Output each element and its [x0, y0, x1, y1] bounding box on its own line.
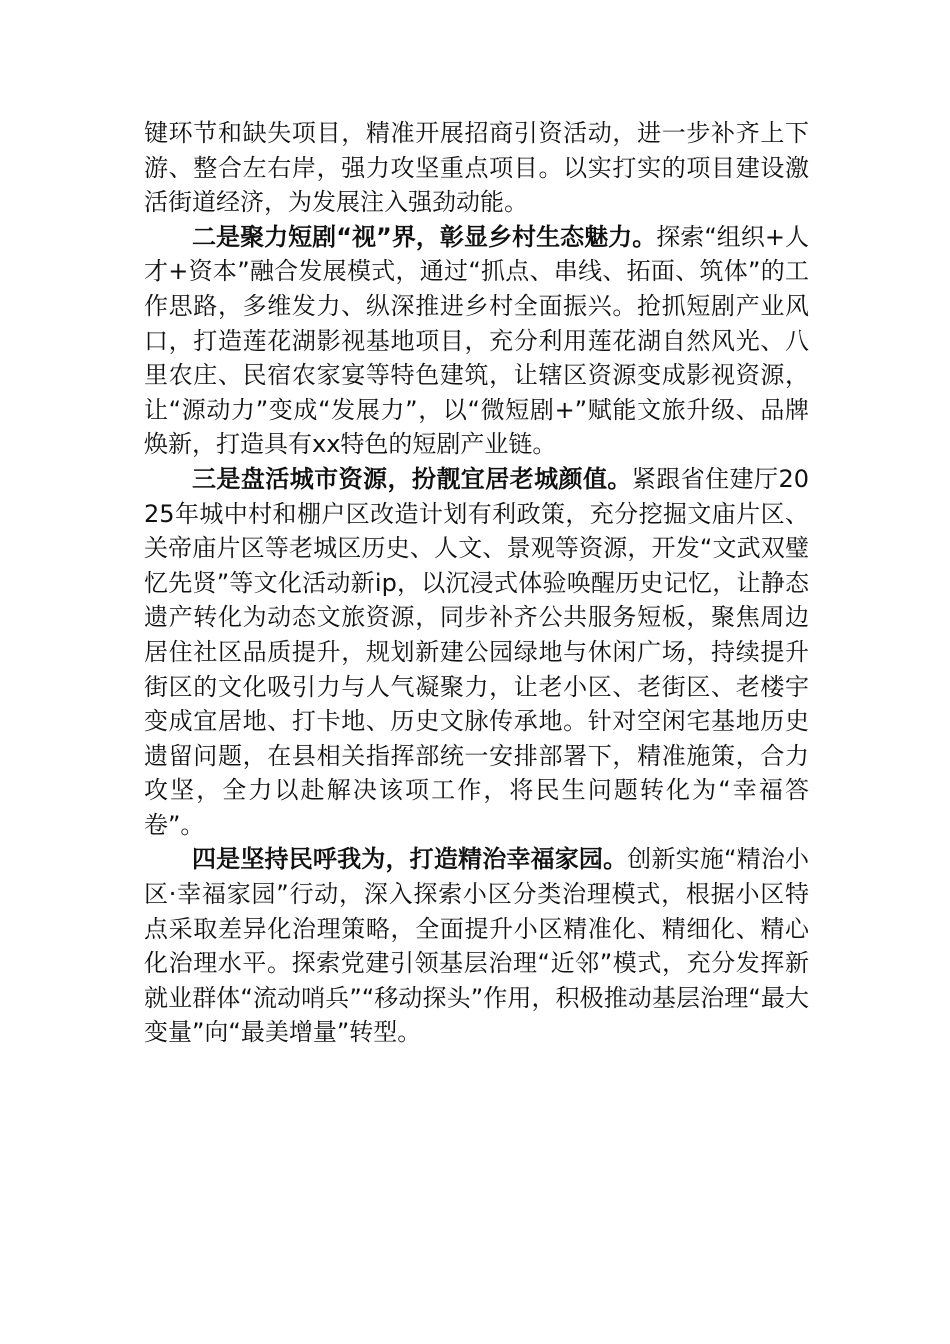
document-body [144, 116, 809, 1050]
paragraph-lead: 四是坚持民呼我为，打造精治幸福家园。 [192, 845, 628, 874]
paragraph-city-resources [144, 462, 809, 843]
paragraph-lead: 二是聚力短剧“视”界，彰显乡村生态魅力。 [192, 222, 657, 251]
paragraph-short-drama [144, 220, 809, 462]
paragraph-text: 探索“组织+人才+资本”融合发展模式，通过“抓点、串线、拓面、筑体”的工作思路，多维发力、纵深推进乡村全面振兴。抢抓短剧产业风口，打造莲花湖影视基地项目，充分利用莲花湖自然风光、八里农庄、民宿农家宴等特色建筑，让辖区资源变成影视资源，让“源动力”变成“发展力”，以“微短剧+”赋能文旅升级、品牌焕新，打造具有xx特色的短剧产业链。 [144, 222, 810, 459]
paragraph-text: 紧跟省住建厅2025年城中村和棚户区改造计划有利政策，充分挖掘文庙片区、关帝庙片区等老城区历史、人文、景观等资源，开发“文武双璧忆先贤”等文化活动新ip，以沉浸式体验唤醒历史记忆，让静态遗产转化为动态文旅资源，同步补齐公共服务短板，聚焦周边居住社区品质提升，规划新建公园绿地与休闲广场，持续提升街区的文化吸引力与人气凝聚力，让老小区、老街区、老楼宇变成宜居地、打卡地、历史文脉传承地。针对空闲宅基地历史遗留问题，在县相关指挥部统一安排部署下，精准施策，合力攻坚，全力以赴解决该项工作，将民生问题转化为“幸福答卷”。 [144, 464, 809, 839]
paragraph-text: 创新实施“精治小区·幸福家园”行动，深入探索小区分类治理模式，根据小区特点采取差异化治理策略，全面提升小区精准化、精细化、精心化治理水平。探索党建引领基层治理“近邻”模式，充分发挥新就业群体“流动哨兵”“移动探头”作用，积极推动基层治理“最大变量”向“最美增量”转型。 [144, 845, 810, 1047]
paragraph-continuation [144, 116, 809, 220]
paragraph-text: 键环节和缺失项目，精准开展招商引资活动，进一步补齐上下游、整合左右岸，强力攻坚重点项目。以实打实的项目建设激活街道经济，为发展注入强劲动能。 [144, 119, 809, 217]
paragraph-lead: 三是盘活城市资源，扮靓宜居老城颜值。 [192, 464, 632, 493]
paragraph-community-governance [144, 842, 809, 1050]
